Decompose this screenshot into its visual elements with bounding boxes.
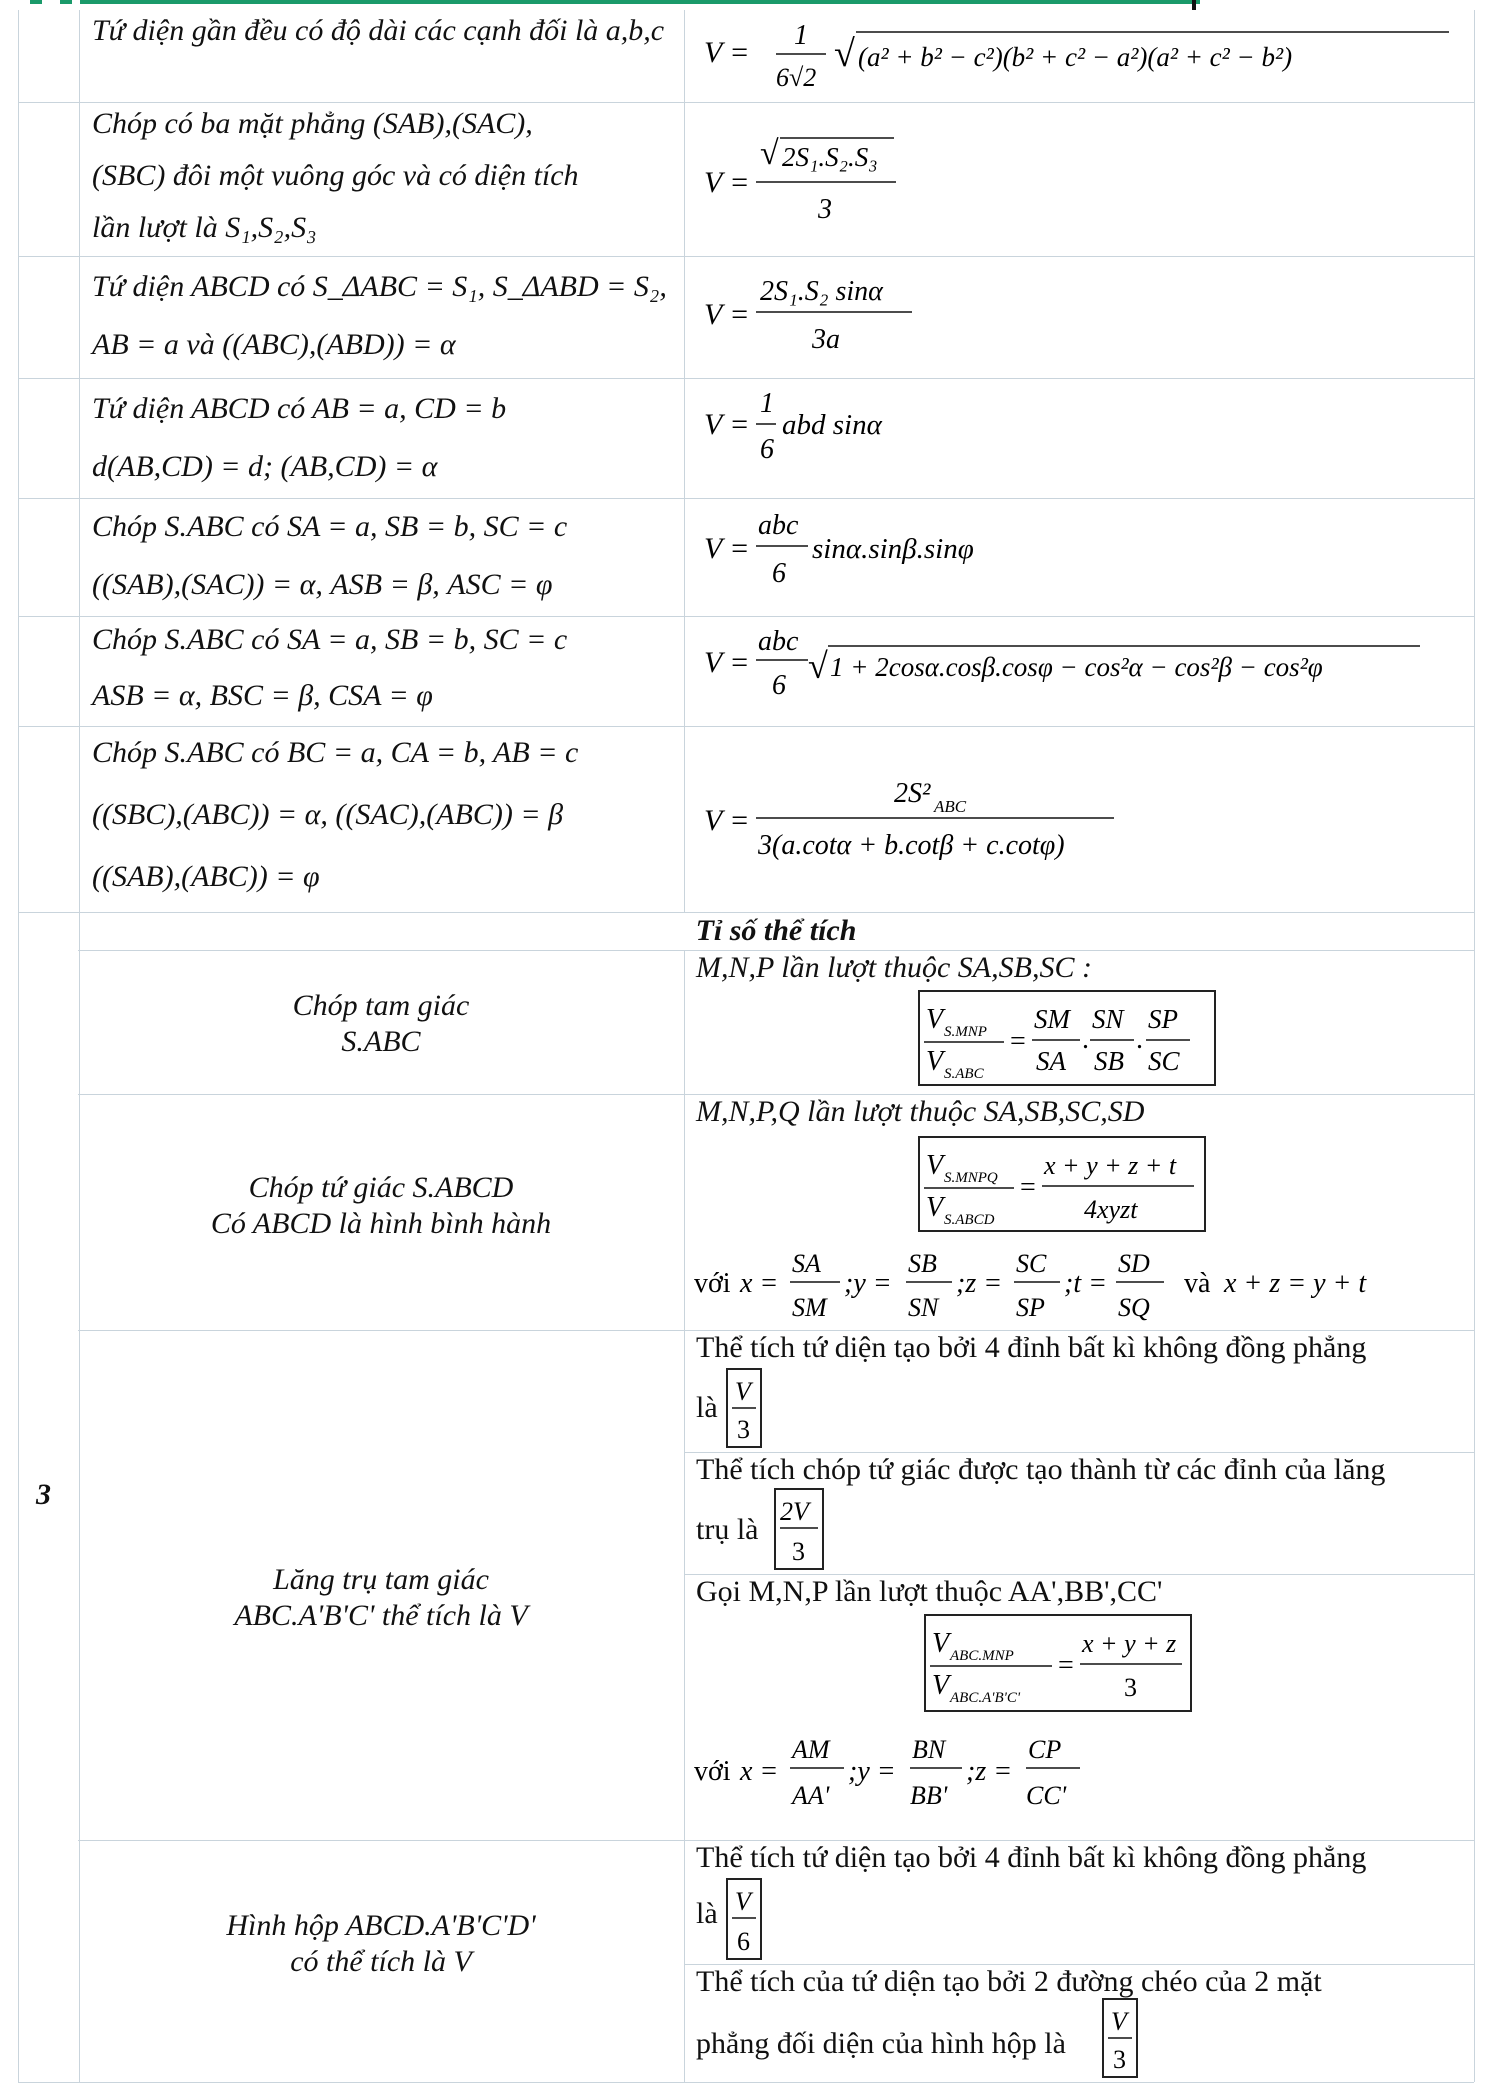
ratio-formula-cell: [684, 950, 1475, 1094]
svg-text:SD: SD: [1118, 1249, 1150, 1278]
ratio-formula-cell: [684, 1330, 1475, 1840]
ratio-note: [694, 1722, 1254, 1822]
svg-text:4xyzt: 4xyzt: [1084, 1195, 1138, 1224]
svg-text:x + y + z: x + y + z: [1082, 1629, 1177, 1658]
svg-text:2V: 2V: [780, 1497, 809, 1526]
svg-text:6: 6: [772, 558, 786, 589]
formula-math: [704, 616, 1464, 726]
number-cell: [18, 256, 80, 378]
svg-text:=: =: [1058, 1650, 1074, 1681]
ratio-label-line: Lăng trụ tam giác: [273, 1563, 489, 1596]
formula-cell: [684, 10, 1475, 102]
ratio-label-line: có thể tích là V: [290, 1945, 472, 1978]
svg-text:SN: SN: [1092, 1004, 1124, 1034]
table-row: [18, 498, 1474, 617]
condition-cell: [78, 378, 685, 498]
svg-text:1 + 2cosα.cosβ.cosφ − cos²α −: 1 + 2cosα.cosβ.cosφ − cos²α − cos²β − cos²φ: [830, 652, 1323, 682]
sub-prefix: là: [696, 1391, 718, 1424]
ratio-note: [694, 1240, 1454, 1328]
ratio-label-cell: [78, 1094, 685, 1330]
svg-text:3: 3: [792, 1537, 805, 1566]
sub-text: Thể tích tứ diện tạo bởi 4 đỉnh bất kì không đồng phẳng: [696, 1331, 1367, 1364]
svg-text:SB: SB: [1094, 1046, 1124, 1076]
svg-text:SA: SA: [1036, 1046, 1066, 1076]
formula-cell: [684, 498, 1475, 616]
ratio-label-line: Chóp tứ giác S.ABCD: [248, 1171, 514, 1204]
formula-cell: [684, 726, 1475, 912]
svg-text:3: 3: [818, 194, 832, 225]
svg-text:V: V: [1111, 2007, 1127, 2036]
boxed-formula: [918, 1136, 1208, 1234]
condition-line: AB = a và ((ABC),(ABD)) = α: [92, 328, 456, 361]
svg-text:S.MNPQ: S.MNPQ: [944, 1170, 998, 1186]
ratio-formula-cell: [684, 1094, 1475, 1330]
svg-text:;y =: ;y =: [844, 1268, 892, 1299]
formula-math: [704, 10, 1464, 100]
condition-line: Chóp S.ABC có SA = a, SB = b, SC = c: [92, 623, 568, 656]
condition-line: lần lượt là S₁,S₂,S₃: [92, 211, 317, 244]
top-border: [0, 0, 1493, 6]
svg-text:;t =: ;t =: [1064, 1268, 1107, 1299]
ratio-label-line: Có ABCD là hình bình hành: [210, 1207, 552, 1240]
svg-text:SM: SM: [792, 1293, 827, 1322]
top-border-tick: [1192, 0, 1196, 10]
svg-text:3(a.cotα + b.cotβ + c.cotφ): 3(a.cotα + b.cotβ + c.cotφ): [758, 830, 1065, 861]
sub-text: Thể tích chóp tứ giác được tạo thành từ các đỉnh của lăng: [696, 1453, 1386, 1486]
svg-text:SQ: SQ: [1118, 1293, 1150, 1322]
svg-text:AA': AA': [792, 1781, 830, 1810]
svg-text:=: =: [1010, 1026, 1026, 1057]
number-cell: [18, 378, 80, 498]
ratio-label-line: Chóp tam giác: [292, 989, 470, 1022]
top-border-mark: [60, 0, 72, 4]
number-cell: [18, 10, 80, 102]
condition-cell: [78, 726, 685, 912]
svg-text:x =: x =: [740, 1268, 779, 1299]
sub-prefix: là: [696, 1897, 718, 1930]
sub-text: Thể tích của tứ diện tạo bởi 2 đường chéo của 2 mặt: [696, 1965, 1322, 1998]
formula-math: [704, 256, 1104, 376]
ratio-label-line: Hình hộp ABCD.A'B'C'D': [226, 1909, 536, 1942]
ratio-label-cell: [78, 1330, 685, 1840]
svg-text:V: V: [926, 1004, 944, 1035]
svg-text:(a² + b² − c²)(b² + c² − a²)(a: (a² + b² − c²)(b² + c² − a²)(a² + c² − b²): [858, 42, 1293, 72]
svg-text:;z =: ;z =: [956, 1268, 1003, 1299]
number-cell: [18, 726, 80, 912]
formula-cell: [684, 616, 1475, 726]
svg-text:SA: SA: [792, 1249, 821, 1278]
condition-line: Chóp S.ABC có BC = a, CA = b, AB = c: [92, 736, 579, 769]
sub-prefix: trụ là: [696, 1513, 759, 1546]
condition-line: ((SAB),(ABC)) = φ: [92, 860, 320, 893]
svg-text:CP: CP: [1028, 1735, 1062, 1764]
boxed-formula: [918, 990, 1218, 1088]
section-number: 3: [36, 1478, 51, 1511]
svg-text:6: 6: [760, 434, 774, 465]
formula-math: [704, 726, 1204, 906]
table-row: [18, 10, 1474, 103]
sub-cell: [684, 1330, 1474, 1453]
svg-text:1: 1: [760, 388, 774, 419]
ratio-formula-cell: [684, 1840, 1475, 2082]
svg-text:và: và: [1184, 1268, 1211, 1299]
svg-text:.: .: [1136, 1024, 1143, 1055]
boxed-formula: [726, 1368, 762, 1450]
svg-text:6: 6: [772, 670, 786, 701]
table-row: [18, 726, 1474, 913]
svg-text:ABC: ABC: [934, 797, 967, 816]
ratio-label-line: S.ABC: [341, 1025, 421, 1058]
svg-text:SC: SC: [1148, 1046, 1180, 1076]
formula-cell: [684, 378, 1475, 498]
svg-text:S.ABC: S.ABC: [944, 1066, 984, 1082]
svg-text:V =: V =: [704, 804, 750, 837]
svg-text:V =: V =: [704, 646, 750, 679]
svg-text:V: V: [926, 1150, 944, 1181]
condition-line: d(AB,CD) = d; (AB,CD) = α: [92, 450, 438, 483]
svg-text:abd sinα: abd sinα: [782, 409, 882, 441]
boxed-formula: [924, 1614, 1194, 1714]
condition-cell: [78, 10, 685, 102]
ratio-label-line: ABC.A'B'C' thể tích là V: [234, 1599, 528, 1632]
svg-text:3: 3: [1113, 2045, 1126, 2074]
svg-text:3a: 3a: [812, 324, 840, 355]
svg-text:3: 3: [737, 1415, 750, 1444]
table-row: [18, 256, 1474, 379]
condition-cell: [78, 616, 685, 726]
svg-text:3: 3: [1124, 1673, 1137, 1702]
section-header: [78, 912, 1475, 951]
svg-text:;y =: ;y =: [848, 1756, 896, 1787]
svg-text:V: V: [932, 1670, 950, 1701]
svg-text:6: 6: [737, 1927, 750, 1956]
condition-line: ((SAB),(SAC)) = α, ASB = β, ASC = φ: [92, 568, 553, 601]
svg-text:V =: V =: [704, 298, 750, 331]
svg-text:V =: V =: [704, 36, 750, 69]
svg-text:V =: V =: [704, 166, 750, 199]
svg-text:;z =: ;z =: [966, 1756, 1013, 1787]
number-cell: [18, 102, 80, 256]
svg-text:=: =: [1020, 1172, 1036, 1203]
sub-text: Gọi M,N,P lần lượt thuộc AA',BB',CC': [696, 1575, 1163, 1608]
svg-text:6√2: 6√2: [776, 63, 817, 92]
boxed-formula: [774, 1488, 824, 1572]
condition-line: ASB = α, BSC = β, CSA = φ: [92, 679, 433, 712]
condition-line: Chóp S.ABC có SA = a, SB = b, SC = c: [92, 510, 568, 543]
formula-math: [704, 102, 1104, 252]
svg-text:√: √: [834, 33, 855, 75]
ratio-item: [78, 950, 1474, 1095]
svg-text:1: 1: [794, 20, 808, 51]
svg-text:x + y + z + t: x + y + z + t: [1044, 1151, 1177, 1180]
table-row: [18, 102, 1474, 257]
svg-text:V: V: [735, 1377, 751, 1406]
condition-cell: [78, 498, 685, 616]
svg-text:V: V: [932, 1628, 950, 1659]
svg-text:ABC.A'B'C': ABC.A'B'C': [950, 1690, 1021, 1706]
formula-math: [704, 378, 1104, 498]
svg-text:AM: AM: [792, 1735, 830, 1764]
top-border-line: [80, 0, 1200, 4]
table-row: [18, 378, 1474, 499]
condition-line: ((SBC),(ABC)) = α, ((SAC),(ABC)) = β: [92, 798, 564, 831]
formula-math: [704, 498, 1204, 616]
boxed-formula: [1102, 1998, 1138, 2080]
svg-text:SN: SN: [908, 1293, 939, 1322]
svg-text:x =: x =: [740, 1756, 779, 1787]
svg-text:BB': BB': [910, 1781, 948, 1810]
ratio-intro: M,N,P lần lượt thuộc SA,SB,SC :: [696, 951, 1092, 984]
condition-cell: [78, 256, 685, 378]
ratio-label-cell: [78, 950, 685, 1094]
svg-text:SP: SP: [1016, 1293, 1045, 1322]
number-cell: [18, 498, 80, 616]
section-title: Tỉ số thể tích: [695, 914, 857, 947]
svg-text:với: với: [694, 1268, 731, 1299]
svg-text:abc: abc: [758, 626, 799, 657]
svg-text:SB: SB: [908, 1249, 937, 1278]
svg-text:SP: SP: [1148, 1004, 1178, 1034]
ratio-item: [78, 1840, 1474, 2083]
svg-text:2S₁.S₂ sinα: 2S₁.S₂ sinα: [760, 276, 883, 307]
formula-cell: [684, 256, 1475, 378]
sub-cell: [684, 1840, 1474, 1965]
svg-text:CC': CC': [1026, 1781, 1067, 1810]
number-cell: [18, 616, 80, 726]
svg-text:V: V: [926, 1192, 944, 1223]
ratio-intro: M,N,P,Q lần lượt thuộc SA,SB,SC,SD: [696, 1095, 1145, 1128]
condition-line: (SBC) đôi một vuông góc và có diện tích: [92, 159, 579, 192]
svg-text:V =: V =: [704, 532, 750, 565]
ratio-label-cell: [78, 1840, 685, 2082]
svg-text:S.MNP: S.MNP: [944, 1024, 987, 1040]
sub-cell: [684, 1452, 1474, 1575]
svg-text:abc: abc: [758, 510, 799, 541]
svg-text:.: .: [1082, 1024, 1089, 1055]
svg-text:V: V: [926, 1046, 944, 1077]
svg-text:ABC.MNP: ABC.MNP: [950, 1648, 1014, 1664]
top-border-mark: [30, 0, 42, 4]
svg-text:x + z = y + t: x + z = y + t: [1224, 1268, 1367, 1299]
svg-text:SM: SM: [1034, 1004, 1070, 1034]
svg-text:√: √: [760, 135, 779, 172]
sub-text: Thể tích tứ diện tạo bởi 4 đỉnh bất kì không đồng phẳng: [696, 1841, 1367, 1874]
svg-text:SC: SC: [1016, 1249, 1047, 1278]
condition-text: Tứ diện gần đều có độ dài các cạnh đối là a,b,c: [92, 14, 665, 47]
condition-line: Tứ diện ABCD có S_ΔABC = S₁, S_ΔABD = S₂,: [92, 270, 667, 303]
svg-text:với: với: [694, 1756, 731, 1787]
svg-text:BN: BN: [912, 1735, 946, 1764]
condition-line: Chóp có ba mặt phẳng (SAB),(SAC),: [92, 107, 533, 140]
svg-text:2S²: 2S²: [894, 778, 931, 809]
table-row: [18, 616, 1474, 727]
sub-cell: [684, 1574, 1474, 1840]
condition-cell: [78, 102, 685, 256]
formula-cell: [684, 102, 1475, 256]
sub-cell: [684, 1964, 1474, 2082]
svg-text:sinα.sinβ.sinφ: sinα.sinβ.sinφ: [812, 533, 974, 565]
ratio-item: [78, 1330, 1474, 1841]
svg-text:2S₁.S₂.S₃: 2S₁.S₂.S₃: [782, 142, 878, 172]
svg-text:√: √: [808, 646, 828, 686]
ratio-item: [78, 1094, 1474, 1331]
section-ratio: [18, 912, 1474, 2092]
svg-text:S.ABCD: S.ABCD: [944, 1212, 995, 1228]
boxed-formula: [726, 1878, 762, 1962]
svg-text:V: V: [735, 1887, 751, 1916]
svg-text:V =: V =: [704, 408, 750, 441]
sub-prefix: phẳng đối diện của hình hộp là: [696, 2027, 1066, 2060]
condition-line: Tứ diện ABCD có AB = a, CD = b: [92, 392, 507, 425]
